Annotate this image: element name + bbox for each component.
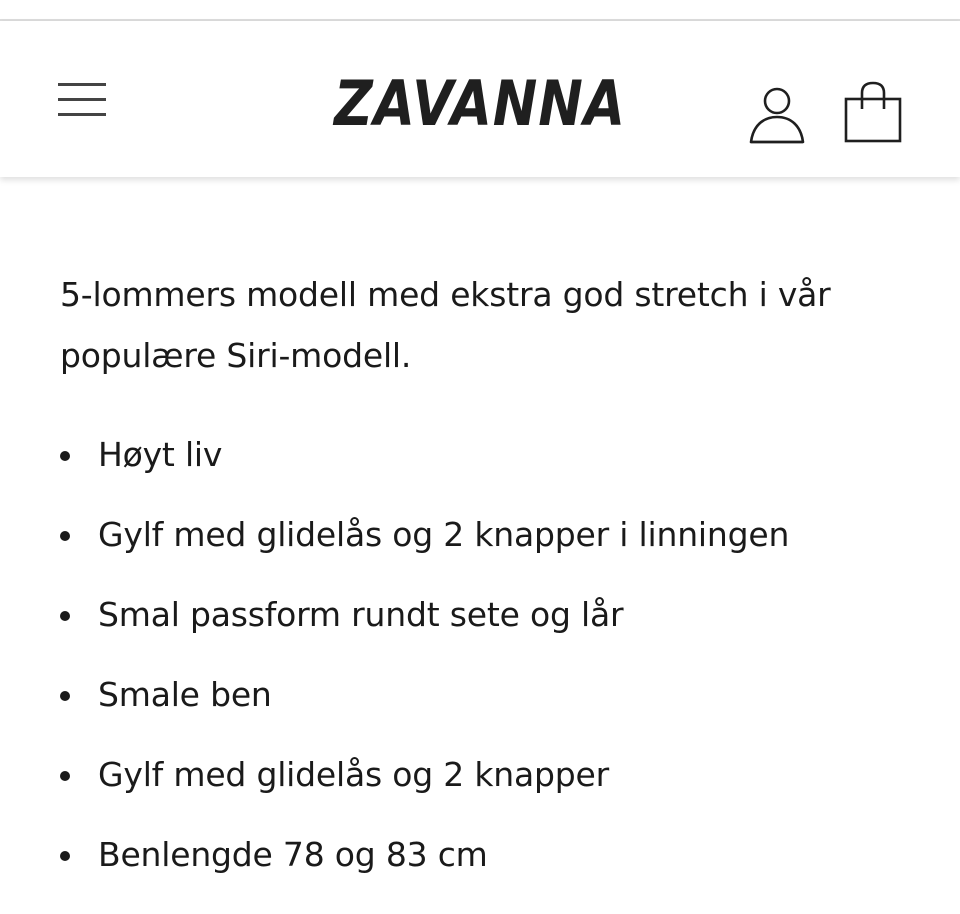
feature-item: [60, 584, 920, 664]
product-intro-text: 5-lommers modell med ekstra god stretch i vår populære Siri-modell.: [60, 275, 831, 375]
feature-text: Smal passform rundt sete og lår: [98, 595, 624, 634]
hamburger-menu-icon[interactable]: [58, 80, 106, 120]
bullet-icon: [60, 611, 70, 621]
feature-list: [60, 424, 920, 904]
bullet-icon: [60, 531, 70, 541]
feature-item: [60, 424, 920, 504]
feature-text: Gylf med glidelås og 2 knapper i linningen: [98, 515, 790, 554]
bullet-icon: [60, 771, 70, 781]
feature-item: [60, 504, 920, 584]
feature-item: [60, 824, 920, 904]
bullet-icon: [60, 451, 70, 461]
feature-item: [60, 744, 920, 824]
feature-text: Benlengde 78 og 83 cm: [98, 835, 488, 874]
product-description: [60, 264, 920, 904]
feature-text: Høyt liv: [98, 435, 223, 474]
user-account-icon[interactable]: [746, 84, 808, 146]
shopping-bag-icon[interactable]: [842, 81, 904, 145]
site-header: [0, 21, 960, 177]
brand-logo[interactable]: ZAVANNA: [334, 66, 626, 140]
bullet-icon: [60, 851, 70, 861]
feature-text: Smale ben: [98, 675, 272, 714]
feature-item: [60, 664, 920, 744]
feature-text: Gylf med glidelås og 2 knapper: [98, 755, 609, 794]
bullet-icon: [60, 691, 70, 701]
